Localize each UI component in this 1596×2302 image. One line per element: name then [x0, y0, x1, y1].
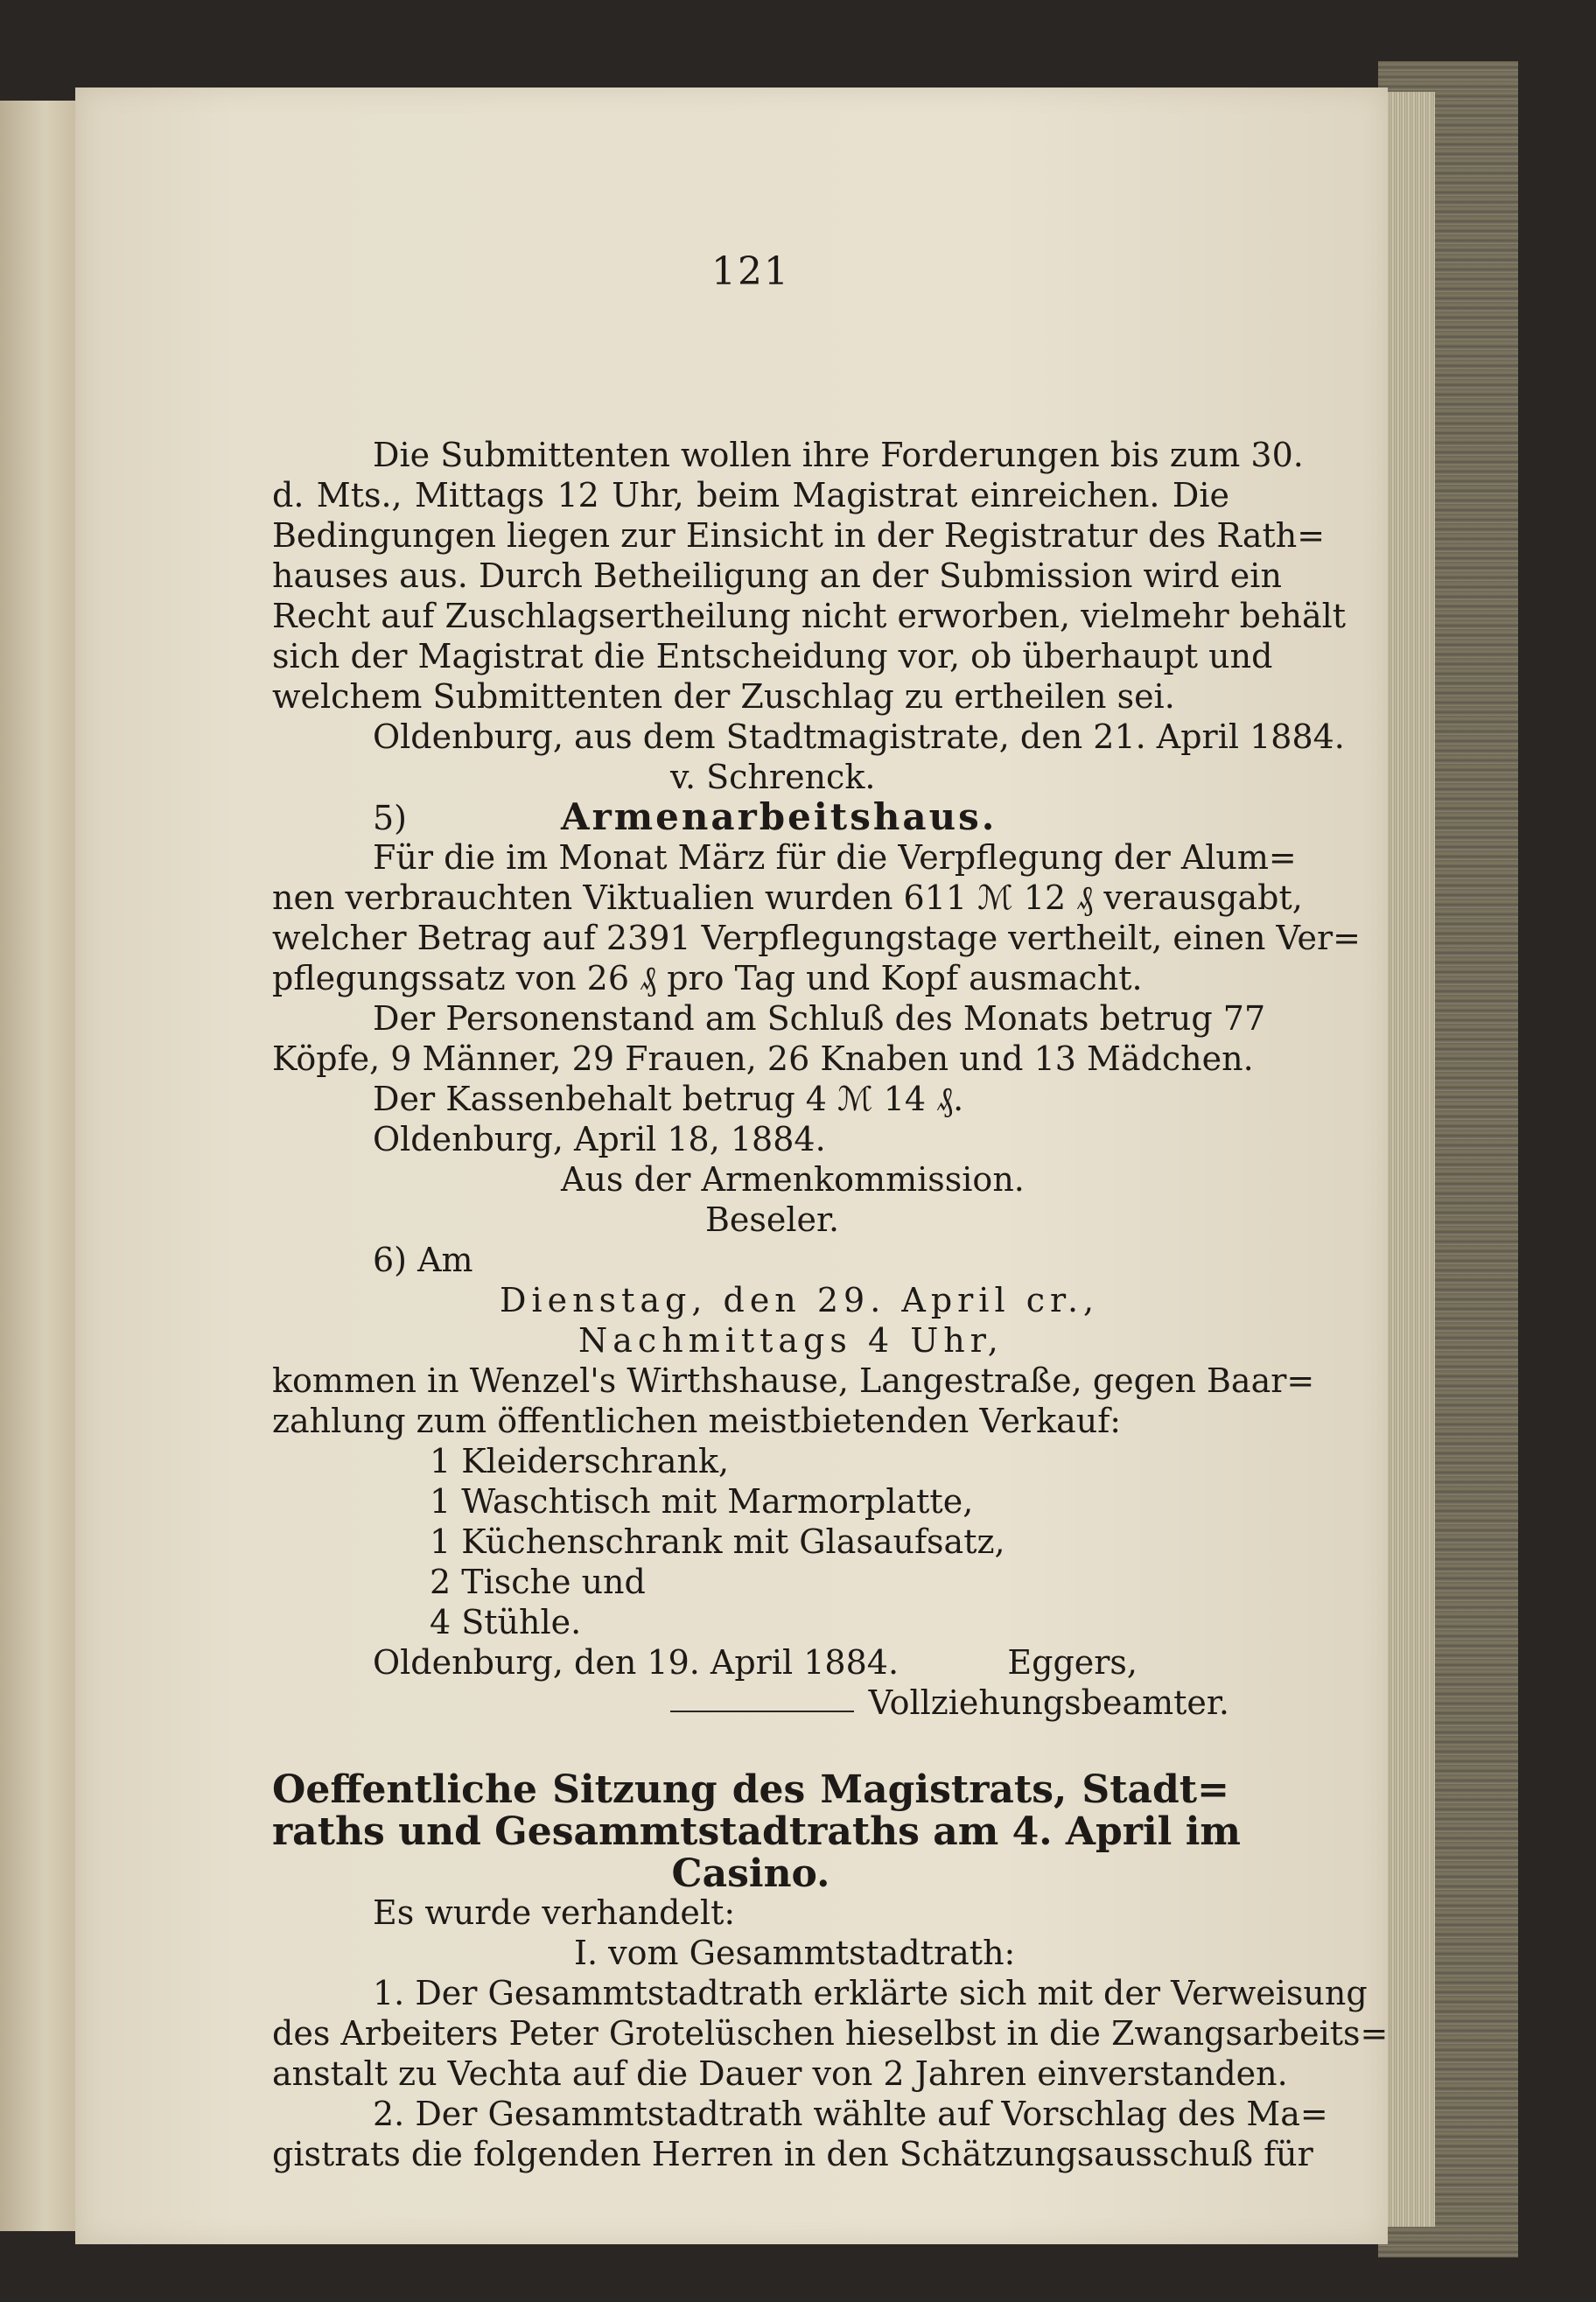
signer-title: Vollziehungsbeamter.	[868, 1683, 1229, 1722]
text-line: zahlung zum öffentlichen meistbietenden Verkauf:	[272, 1402, 1122, 1440]
page-number: 121	[711, 249, 790, 294]
left-page-edge	[0, 101, 77, 2231]
dateline: Oldenburg, aus dem Stadtmagistrate, den 21. April 1884.	[373, 717, 1345, 756]
text-line: 1. Der Gesammtstadtrath erklärte sich mit der Verweisung	[373, 1974, 1368, 2012]
meeting-body	[272, 1893, 1389, 2174]
meeting-title	[272, 1767, 1241, 1896]
text-line: Köpfe, 9 Männer, 29 Frauen, 26 Knaben und 13 Mädchen.	[272, 1039, 1254, 1078]
text-line: gistrats die folgenden Herren in den Schätzungsausschuß für	[272, 2135, 1313, 2173]
text-line: Bedingungen liegen zur Einsicht in der Registratur des Rath=	[272, 516, 1326, 555]
title-line: raths und Gesammtstadtraths am 4. April im	[272, 1809, 1241, 1854]
text-line: des Arbeiters Peter Grotelüschen hieselbst in die Zwangsarbeits=	[272, 2014, 1389, 2053]
auction-time: Nachmittags 4 Uhr,	[578, 1321, 1004, 1360]
signature: v. Schrenck.	[670, 758, 876, 796]
list-item: 1 Kleiderschrank,	[430, 1442, 730, 1480]
text-line: Die Submittenten wollen ihre Forderungen bis zum 30.	[373, 436, 1304, 474]
text-line: sich der Magistrat die Entscheidung vor, ob überhaupt und	[272, 637, 1273, 675]
list-item: 2 Tische und	[430, 1563, 646, 1601]
intro-line: Es wurde verhandelt:	[373, 1893, 736, 1932]
text-line: welchem Submittenten der Zuschlag zu ertheilen sei.	[272, 677, 1175, 716]
signature: Beseler.	[705, 1200, 840, 1239]
title-line: Casino.	[671, 1851, 830, 1896]
text-line: anstalt zu Vechta auf die Dauer von 2 Jahren einverstanden.	[272, 2054, 1288, 2093]
section-title: Armenarbeitshaus.	[561, 795, 998, 838]
divider-rule	[670, 1711, 854, 1712]
title-line: Oeffentliche Sitzung des Magistrats, Stadt=	[272, 1767, 1229, 1812]
text-line: Der Kassenbehalt betrug 4 ℳ 14 ₰.	[373, 1080, 964, 1118]
section-heading-line	[272, 797, 1229, 837]
text-line: nen verbrauchten Viktualien wurden 611 ℳ 12 ₰ verausgabt,	[272, 878, 1303, 917]
list-item: 1 Waschtisch mit Marmorplatte,	[430, 1482, 974, 1521]
text-line: kommen in Wenzel's Wirthshause, Langestraße, gegen Baar=	[272, 1361, 1315, 1400]
text-line: Für die im Monat März für die Verpflegung der Alum=	[373, 838, 1297, 877]
section-number-line: 6) Am	[373, 1241, 473, 1279]
auction-date: Dienstag, den 29. April cr.,	[500, 1281, 1100, 1319]
text-line: welcher Betrag auf 2391 Verpflegungstage vertheilt, einen Ver=	[272, 919, 1361, 957]
signer-name: Eggers,	[1007, 1643, 1138, 1682]
section-auction	[272, 1240, 1315, 1723]
issuer: Aus der Armenkommission.	[561, 1160, 1025, 1199]
list-item: 1 Küchenschrank mit Glasaufsatz,	[430, 1522, 1005, 1561]
book-page	[75, 87, 1388, 2244]
text-line: Recht auf Zuschlagsertheilung nicht erworben, vielmehr behält	[272, 597, 1347, 635]
submission-paragraph	[272, 435, 1347, 797]
dateline: Oldenburg, April 18, 1884.	[373, 1120, 826, 1158]
text-line: 2. Der Gesammtstadtrath wählte auf Vorschlag des Ma=	[373, 2095, 1328, 2133]
section-armenarbeitshaus	[272, 795, 1361, 1240]
text-line: Der Personenstand am Schluß des Monats betrug 77	[373, 999, 1266, 1038]
list-item: 4 Stühle.	[430, 1603, 582, 1641]
text-line: pflegungssatz von 26 ₰ pro Tag und Kopf ausmacht.	[272, 959, 1143, 997]
text-line: hauses aus. Durch Betheiligung an der Submission wird ein	[272, 556, 1282, 595]
dateline: Oldenburg, den 19. April 1884.	[373, 1643, 900, 1682]
subheading: I. vom Gesammtstadtrath:	[574, 1934, 1016, 1972]
section-number: 5)	[373, 799, 408, 837]
text-line: d. Mts., Mittags 12 Uhr, beim Magistrat einreichen. Die	[272, 476, 1229, 514]
dateline-row	[272, 1642, 1229, 1683]
